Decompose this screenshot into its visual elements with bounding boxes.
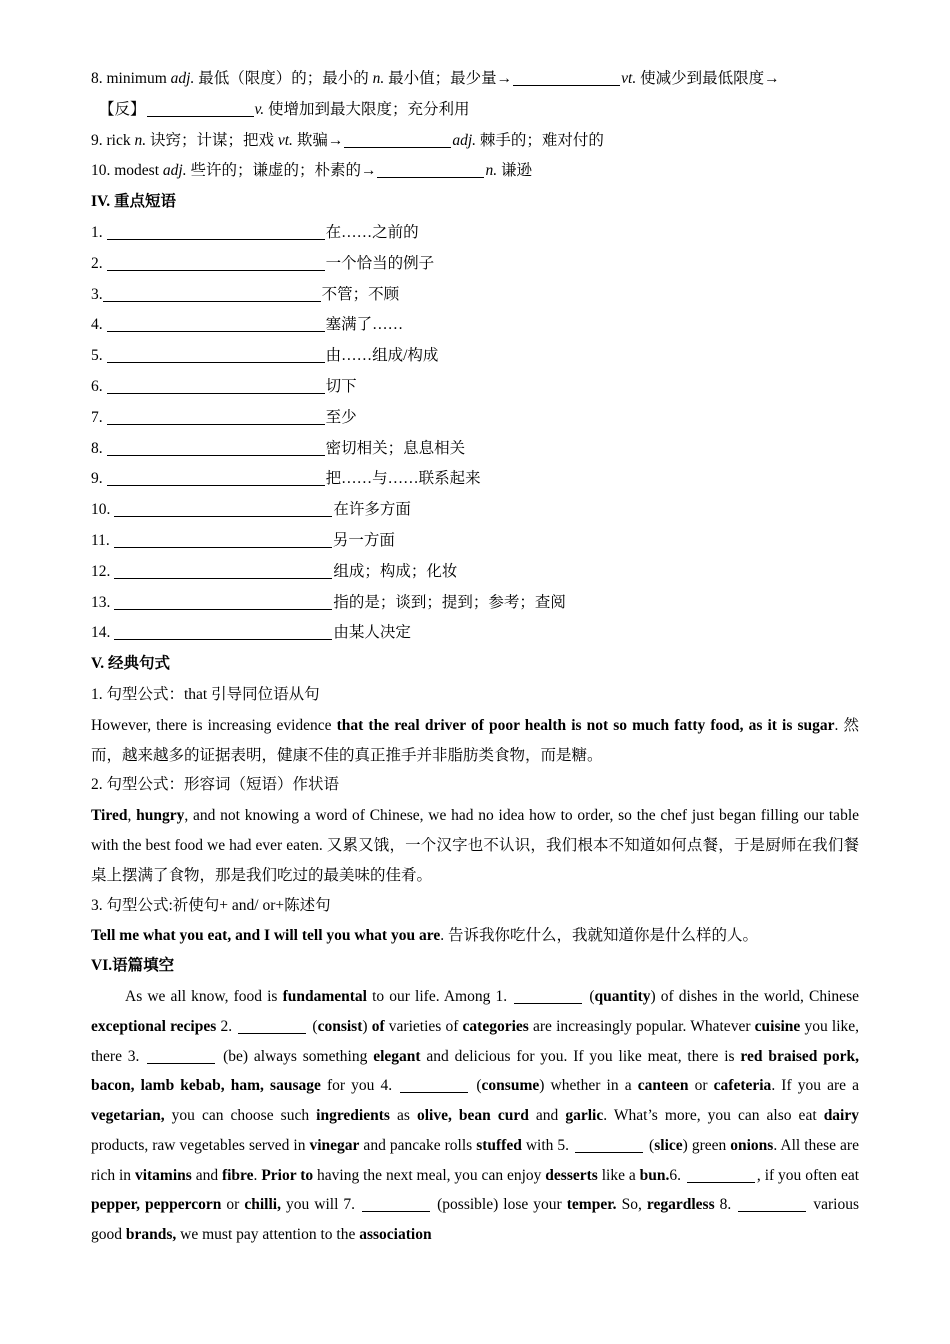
passage-text: having the next meal, you can enjoy [313, 1166, 546, 1184]
passage-keyword: consist [317, 1017, 363, 1035]
example-text: . 然而，越来越多的证据表明，健康不佳的真正推手并非脂肪类食物，而是糖。 [91, 716, 860, 764]
passage-text: 8. [714, 1196, 737, 1214]
section-title-cloze: VI.语篇填空 [91, 957, 175, 975]
item-number: 8. [91, 439, 103, 457]
answer-blank[interactable] [114, 530, 332, 548]
phrase-item [91, 341, 859, 372]
phrase-meaning: 组成；构成；化妆 [333, 562, 458, 580]
item-number: 1. [91, 223, 103, 241]
passage-text: you like, there 3. [91, 1017, 860, 1065]
passage-text: 2. [216, 1017, 237, 1035]
example-highlight: hungry [136, 807, 185, 825]
answer-blank[interactable] [114, 499, 332, 517]
passage-keyword: desserts [545, 1166, 598, 1184]
passage-text: ) green [682, 1136, 731, 1154]
answer-blank[interactable] [114, 622, 332, 640]
passage-text: So, [616, 1196, 647, 1214]
passage-keyword: Prior to [261, 1166, 314, 1184]
pattern-title: 2. 句型公式：形容词（短语）作状语 [91, 776, 340, 794]
passage-text: and pancake rolls [359, 1136, 477, 1154]
pattern-example-1 [91, 711, 859, 771]
pattern-title: 3. 句型公式:祈使句+ and/ or+陈述句 [91, 896, 331, 914]
phrase-meaning: 至少 [325, 408, 357, 426]
cloze-blank[interactable] [238, 1016, 306, 1034]
passage-text: . If you are a [771, 1077, 860, 1095]
passage-keyword: quantity [594, 987, 651, 1005]
passage-text: ( [584, 987, 595, 1005]
passage-text: 6. [669, 1166, 685, 1184]
passage-keyword: pepper, peppercorn [91, 1196, 222, 1214]
passage-text: like a [597, 1166, 640, 1184]
cloze-blank[interactable] [575, 1135, 643, 1153]
passage-text: are increasingly popular. Whatever [528, 1017, 755, 1035]
passage-text: As we all know, food is [125, 987, 283, 1005]
passage-text: as [389, 1107, 417, 1125]
vocab-prefix: 10. modest [91, 162, 163, 180]
phrase-meaning: 切下 [325, 377, 357, 395]
phrase-item [91, 372, 859, 403]
answer-blank[interactable] [107, 407, 325, 425]
example-text: . 告诉我你吃什么，我就知道你是什么样的人。 [440, 927, 758, 945]
vocab-meaning: 最小值；最少量→ [384, 70, 513, 87]
phrase-meaning: 在……之前的 [325, 223, 419, 241]
item-number: 13. [91, 593, 111, 611]
item-number: 5. [91, 347, 103, 365]
passage-text: you will 7. [280, 1196, 361, 1214]
phrase-item [91, 618, 859, 649]
passage-keyword: temper. [566, 1196, 617, 1214]
item-number: 11. [91, 531, 110, 549]
phrase-meaning: 密切相关；息息相关 [325, 439, 466, 457]
example-highlight: Tell me what you eat, and I will tell you what you are [91, 927, 441, 945]
phrase-item [91, 310, 859, 341]
passage-text: . What’s more, you can also eat [603, 1107, 824, 1125]
vocab-item-9 [91, 126, 859, 157]
pattern-example-2 [91, 801, 859, 890]
answer-blank[interactable] [103, 284, 321, 302]
cloze-blank[interactable] [514, 986, 582, 1004]
vocab-meaning: 谦逊 [497, 162, 532, 180]
answer-blank[interactable] [107, 438, 325, 456]
answer-blank[interactable] [114, 592, 332, 610]
passage-keyword: brands, [125, 1226, 177, 1244]
passage-keyword: vegetarian, [91, 1107, 165, 1125]
answer-blank[interactable] [107, 314, 325, 332]
passage-text: ) of dishes in the world, Chinese [650, 987, 859, 1005]
phrase-meaning: 指的是；谈到；提到；参考；查阅 [333, 593, 566, 611]
passage-keyword: of [371, 1017, 385, 1035]
phrase-meaning: 塞满了…… [325, 316, 404, 334]
item-number: 3. [91, 285, 103, 303]
passage-text: . [253, 1166, 262, 1184]
vocab-item-8 [91, 64, 859, 95]
phrase-item [91, 588, 859, 619]
passage-text: we must pay attention to the [176, 1226, 360, 1244]
vocab-meaning: 诀窍；计谋；把戏 [146, 131, 278, 149]
passage-text: ) [362, 1017, 372, 1035]
answer-blank[interactable] [107, 468, 325, 486]
passage-text: you can choose such [164, 1107, 317, 1125]
passage-keyword: chilli, [244, 1196, 281, 1214]
item-number: 9. [91, 470, 103, 488]
vocab-prefix: 9. rick [91, 131, 135, 149]
passage-keyword: cuisine [754, 1017, 801, 1035]
passage-keyword: association [359, 1226, 432, 1244]
phrase-meaning: 一个恰当的例子 [325, 254, 435, 272]
phrase-item [91, 249, 859, 280]
antonym-label: 【反】 [99, 100, 146, 118]
pos-label: vt. [621, 70, 637, 87]
phrase-meaning: 由某人决定 [333, 624, 411, 642]
phrase-item [91, 464, 859, 495]
worksheet-page [91, 64, 859, 1250]
pos-label: vt. [277, 131, 293, 149]
answer-blank[interactable] [107, 345, 325, 363]
example-text: However, there is increasing evidence [91, 716, 337, 734]
answer-blank[interactable] [513, 68, 620, 86]
answer-blank[interactable] [107, 253, 325, 271]
passage-keyword: red braised pork, bacon, lamb kebab, ham, sausage [91, 1047, 860, 1095]
passage-keyword: stuffed [476, 1136, 522, 1154]
vocab-meaning: 棘手的；难对付的 [476, 131, 604, 149]
answer-blank[interactable] [107, 222, 325, 240]
passage-text: or [221, 1196, 245, 1214]
phrase-item [91, 557, 859, 588]
passage-keyword: consume [481, 1077, 540, 1095]
passage-text: ) whether in a [539, 1077, 638, 1095]
passage-keyword: slice [654, 1136, 683, 1154]
cloze-blank[interactable] [147, 1046, 215, 1064]
cloze-blank[interactable] [687, 1165, 755, 1183]
passage-keyword: categories [462, 1017, 529, 1035]
passage-keyword: garlic [565, 1107, 604, 1125]
pos-label: adj. [162, 162, 187, 180]
phrase-item [91, 495, 859, 526]
cloze-blank[interactable] [400, 1075, 468, 1093]
passage-keyword: ingredients [316, 1107, 390, 1125]
phrase-meaning: 不管；不顾 [321, 285, 400, 303]
pos-label: n. [485, 162, 498, 180]
cloze-blank[interactable] [738, 1194, 806, 1212]
pos-label: n. [372, 70, 385, 87]
item-number: 2. [91, 254, 103, 272]
passage-text: to our life. Among 1. [366, 987, 513, 1005]
answer-blank[interactable] [114, 561, 332, 579]
phrase-item [91, 280, 859, 311]
passage-keyword: fundamental [282, 987, 367, 1005]
passage-keyword: vinegar [309, 1136, 360, 1154]
phrase-item [91, 526, 859, 557]
passage-keyword: olive, bean curd [416, 1107, 529, 1125]
example-highlight: that the real driver of poor health is not so much fatty food, as it is sugar [336, 716, 835, 734]
vocab-meaning: 使减少到最低限度→ [636, 70, 780, 87]
passage-keyword: cafeteria [713, 1077, 772, 1095]
passage-text: varieties of [384, 1017, 463, 1035]
passage-text: or [688, 1077, 714, 1095]
section-title-sentence-patterns: V. 经典句式 [91, 655, 170, 673]
item-number: 14. [91, 624, 111, 642]
passage-text: ( [308, 1017, 318, 1035]
phrase-item [91, 434, 859, 465]
passage-text: ( [645, 1136, 655, 1154]
section-title-phrases: IV. 重点短语 [91, 193, 176, 211]
passage-keyword: fibre [221, 1166, 254, 1184]
passage-text: , if you often eat [756, 1166, 860, 1184]
passage-keyword: exceptional recipes [91, 1017, 217, 1035]
phrase-item [91, 218, 859, 249]
phrase-meaning: 把……与……联系起来 [325, 470, 481, 488]
item-number: 12. [91, 562, 111, 580]
item-number: 6. [91, 377, 103, 395]
example-highlight: Tired [91, 807, 128, 825]
vocab-meaning: 欺骗→ [292, 131, 344, 149]
vocab-meaning: 使增加到最大限度；充分利用 [264, 100, 470, 118]
pos-label: adj. [170, 70, 195, 87]
vocab-meaning: 些许的；谦虚的；朴素的→ [186, 162, 377, 180]
vocab-prefix: 8. minimum [91, 70, 171, 87]
passage-text: various good [91, 1196, 859, 1244]
passage-keyword: onions [730, 1136, 774, 1154]
passage-text: with 5. [521, 1136, 574, 1154]
pos-label: v. [254, 100, 265, 118]
phrase-meaning: 在许多方面 [333, 501, 411, 519]
pattern-title: 1. 句型公式：that 引导同位语从句 [91, 685, 320, 703]
passage-text: . All these are rich in [91, 1136, 859, 1184]
answer-blank[interactable] [147, 99, 254, 117]
passage-keyword: dairy [823, 1107, 859, 1125]
vocab-item-10 [91, 156, 859, 187]
example-text: , and not knowing a word of Chinese, we had no idea how to order, so the chef just began filling our table with the best food we had ever eaten. 又累又饿，一个汉字也不认识，我们根本不知道如何点餐，于是厨师在我们餐桌上摆满了食物，那是我们吃过的最美味的佳肴。 [91, 807, 860, 884]
answer-blank[interactable] [344, 130, 451, 148]
pos-label: adj. [452, 131, 477, 149]
answer-blank[interactable] [107, 376, 325, 394]
passage-keyword: canteen [637, 1077, 689, 1095]
answer-blank[interactable] [377, 160, 484, 178]
example-text: , [127, 807, 137, 825]
vocab-item-8-antonym [91, 95, 859, 126]
passage-keyword: elegant [373, 1047, 421, 1065]
pattern-example-3 [91, 921, 859, 951]
passage-text: (possible) lose your [432, 1196, 567, 1214]
passage-text: products, raw vegetables served in [91, 1136, 310, 1154]
pos-label: n. [134, 131, 147, 149]
vocab-meaning: 最低（限度）的；最小的 [194, 70, 373, 87]
passage-text: and [191, 1166, 222, 1184]
phrase-meaning: 由……组成/构成 [325, 347, 439, 365]
passage-text: (be) always something [217, 1047, 374, 1065]
passage-keyword: vitamins [134, 1166, 192, 1184]
phrase-meaning: 另一方面 [332, 531, 395, 549]
cloze-passage [91, 982, 859, 1250]
cloze-blank[interactable] [362, 1194, 430, 1212]
item-number: 7. [91, 408, 103, 426]
passage-text: for you 4. [320, 1077, 399, 1095]
phrase-item [91, 403, 859, 434]
passage-text: and [528, 1107, 566, 1125]
item-number: 10. [91, 501, 111, 519]
item-number: 4. [91, 316, 103, 334]
passage-keyword: bun. [639, 1166, 670, 1184]
passage-text: ( [470, 1077, 482, 1095]
passage-text: and delicious for you. If you like meat, there is [420, 1047, 741, 1065]
passage-keyword: regardless [646, 1196, 715, 1214]
